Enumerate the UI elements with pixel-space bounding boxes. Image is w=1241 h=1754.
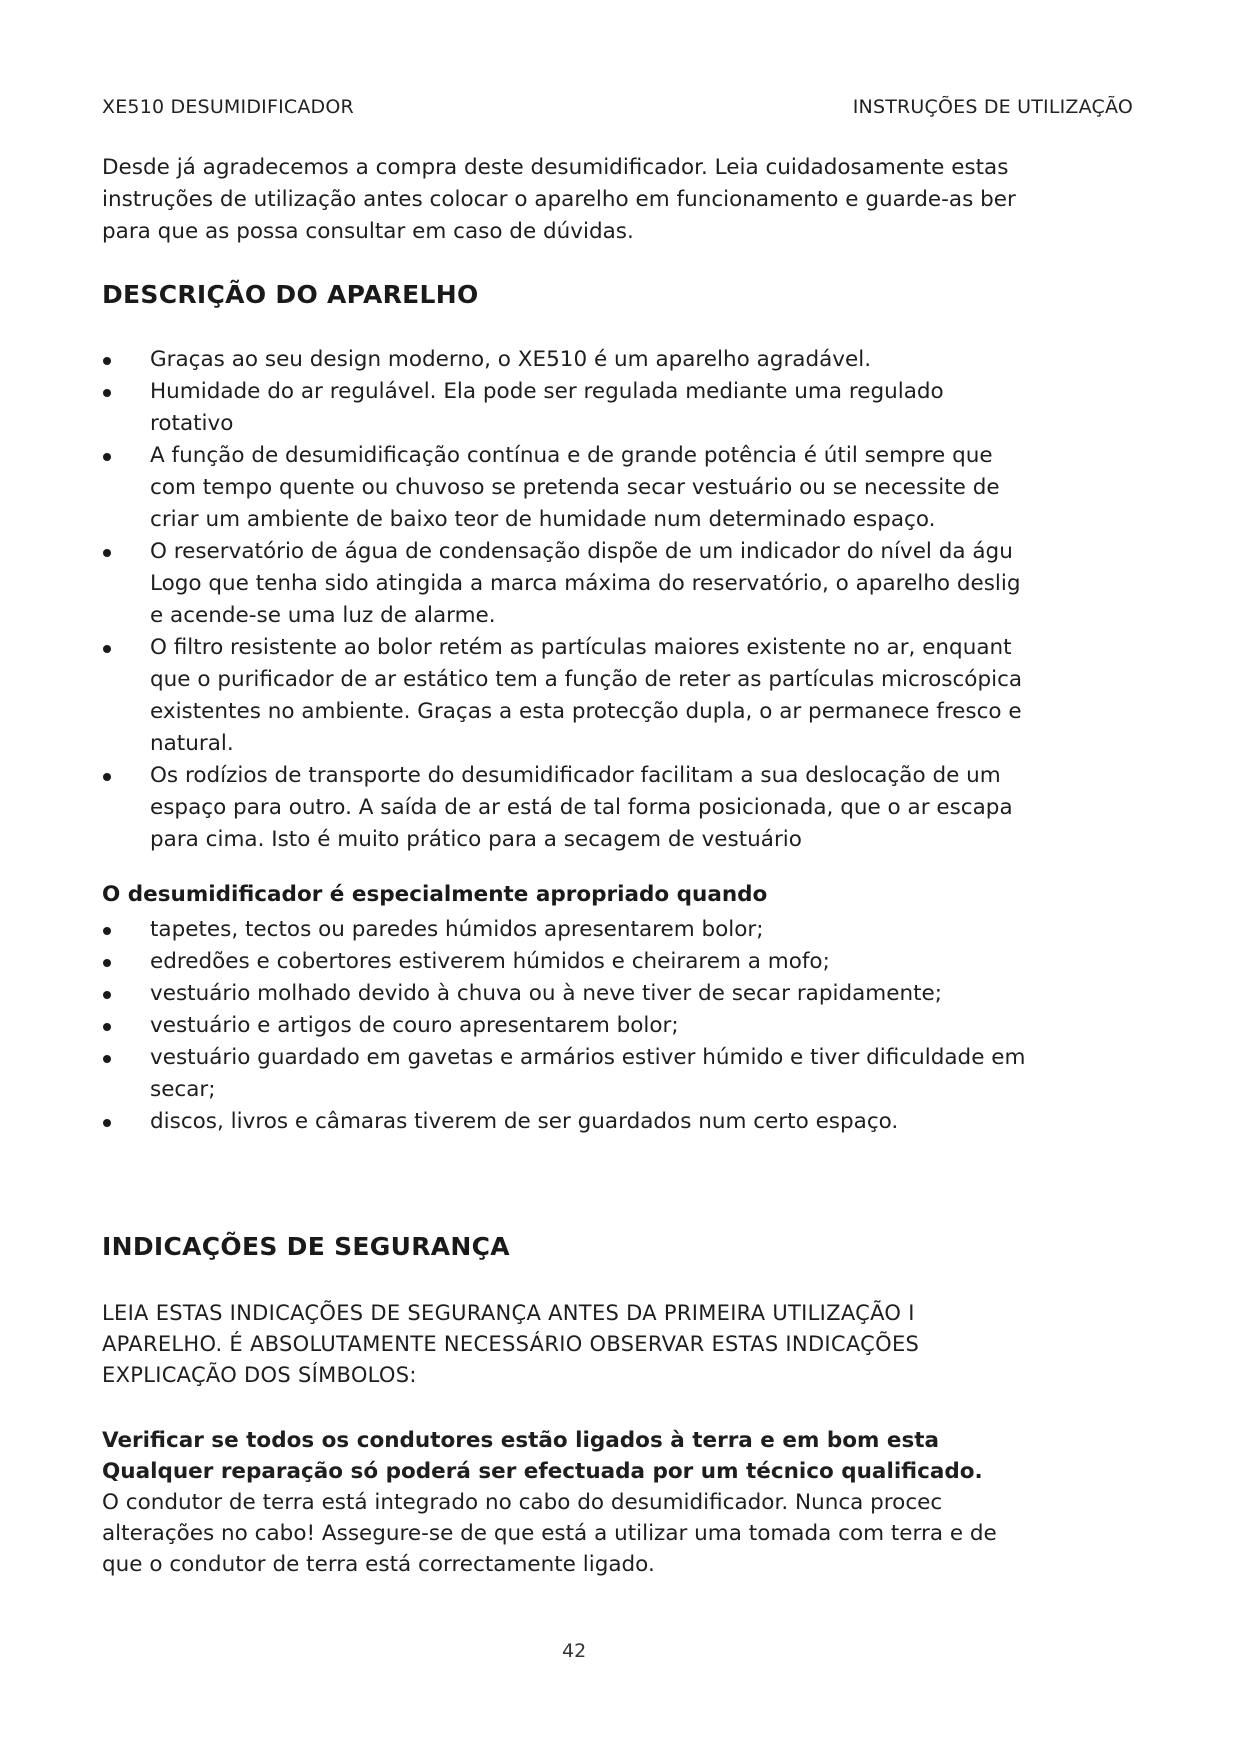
header-section: INSTRUÇÕES DE UTILIZAÇÃO	[852, 96, 1133, 118]
warning-line: Verificar se todos os condutores estão ligados à terra e em bom esta	[102, 1428, 940, 1453]
page-number: 42	[562, 1640, 587, 1662]
list-item	[102, 536, 1057, 632]
section-title-safety: INDICAÇÕES DE SEGURANÇA	[102, 1232, 510, 1261]
list-item-line: para cima. Isto é muito prático para a secagem de vestuário	[150, 827, 802, 852]
ground-warning	[102, 1425, 1057, 1487]
ground-line: alterações no cabo! Assegure-se de que está a utilizar uma tomada com terra e de	[102, 1521, 997, 1546]
bullet-icon	[103, 645, 111, 653]
list-item	[102, 632, 1057, 760]
description-list	[102, 344, 1057, 856]
list-item	[102, 914, 1057, 946]
list-item	[102, 1010, 1057, 1042]
intro-paragraph	[102, 152, 1057, 248]
intro-line: Desde já agradecemos a compra deste desumidificador. Leia cuidadosamente estas	[102, 155, 1009, 180]
list-item-line: criar um ambiente de baixo teor de humidade num determinado espaço.	[150, 507, 936, 532]
list-item-line: vestuário guardado em gavetas e armários estiver húmido e tiver dificuldade em	[150, 1045, 1026, 1070]
bullet-icon	[103, 1023, 111, 1031]
bullet-icon	[103, 549, 111, 557]
intro-line: para que as possa consultar em caso de dúvidas.	[102, 219, 634, 244]
bullet-icon	[103, 1119, 111, 1127]
safety-caps-paragraph	[102, 1298, 1057, 1391]
appropriate-list	[102, 914, 1057, 1138]
list-item	[102, 440, 1057, 536]
bullet-icon	[103, 991, 111, 999]
caps-line: APARELHO. É ABSOLUTAMENTE NECESSÁRIO OBSERVAR ESTAS INDICAÇÕES	[102, 1332, 920, 1356]
list-item-line: natural.	[150, 731, 234, 756]
list-item	[102, 760, 1057, 856]
section-title-description: DESCRIÇÃO DO APARELHO	[102, 280, 479, 309]
caps-line: LEIA ESTAS INDICAÇÕES DE SEGURANÇA ANTES DA PRIMEIRA UTILIZAÇÃO I	[102, 1301, 915, 1325]
list-item	[102, 344, 1057, 376]
warning-line: Qualquer reparação só poderá ser efectuada por um técnico qualificado.	[102, 1459, 983, 1484]
list-item-line: Os rodízios de transporte do desumidificador facilitam a sua deslocação de um	[150, 763, 1001, 788]
list-item	[102, 1106, 1057, 1138]
list-item-line: vestuário e artigos de couro apresentarem bolor;	[150, 1013, 679, 1038]
list-item-line: existentes no ambiente. Graças a esta protecção dupla, o ar permanece fresco e	[150, 699, 1022, 724]
list-item	[102, 946, 1057, 978]
list-item-line: O reservatório de água de condensação dispõe de um indicador do nível da águ	[150, 539, 1013, 564]
list-item	[102, 376, 1057, 440]
ground-paragraph	[102, 1487, 1057, 1580]
list-item-line: secar;	[150, 1077, 216, 1102]
list-item-line: Graças ao seu design moderno, o XE510 é um aparelho agradável.	[150, 347, 872, 372]
ground-line: que o condutor de terra está correctamente ligado.	[102, 1552, 655, 1577]
list-item-line: espaço para outro. A saída de ar está de tal forma posicionada, que o ar escapa	[150, 795, 1013, 820]
bullet-icon	[103, 927, 111, 935]
bullet-icon	[103, 773, 111, 781]
list-item-line: e acende-se uma luz de alarme.	[150, 603, 496, 628]
list-item-line: discos, livros e câmaras tiverem de ser guardados num certo espaço.	[150, 1109, 899, 1134]
intro-line: instruções de utilização antes colocar o aparelho em funcionamento e guarde-as ber	[102, 187, 1016, 212]
list-item-line: Logo que tenha sido atingida a marca máxima do reservatório, o aparelho deslig	[150, 571, 1021, 596]
list-item-line: rotativo	[150, 411, 234, 436]
right-edge-fade	[1050, 150, 1090, 1550]
list-item-line: que o purificador de ar estático tem a função de reter as partículas microscópica	[150, 667, 1023, 692]
list-item-line: A função de desumidificação contínua e de grande potência é útil sempre que	[150, 443, 993, 468]
bullet-icon	[103, 453, 111, 461]
list-item	[102, 1042, 1057, 1106]
caps-line: EXPLICAÇÃO DOS SÍMBOLOS:	[102, 1363, 417, 1387]
list-item-line: tapetes, tectos ou paredes húmidos apresentarem bolor;	[150, 917, 764, 942]
ground-line: O condutor de terra está integrado no cabo do desumidificador. Nunca procec	[102, 1490, 943, 1515]
list-item-line: edredões e cobertores estiverem húmidos e cheirarem a mofo;	[150, 949, 830, 974]
list-item-line: Humidade do ar regulável. Ela pode ser regulada mediante uma regulado	[150, 379, 944, 404]
appropriate-heading: O desumidificador é especialmente apropriado quando	[102, 882, 768, 907]
bullet-icon	[103, 357, 111, 365]
bullet-icon	[103, 1055, 111, 1063]
list-item	[102, 978, 1057, 1010]
list-item-line: vestuário molhado devido à chuva ou à neve tiver de secar rapidamente;	[150, 981, 942, 1006]
list-item-line: com tempo quente ou chuvoso se pretenda secar vestuário ou se necessite de	[150, 475, 1000, 500]
bullet-icon	[103, 389, 111, 397]
bullet-icon	[103, 959, 111, 967]
list-item-line: O filtro resistente ao bolor retém as partículas maiores existente no ar, enquant	[150, 635, 1012, 660]
header-title: XE510 DESUMIDIFICADOR	[102, 96, 354, 118]
